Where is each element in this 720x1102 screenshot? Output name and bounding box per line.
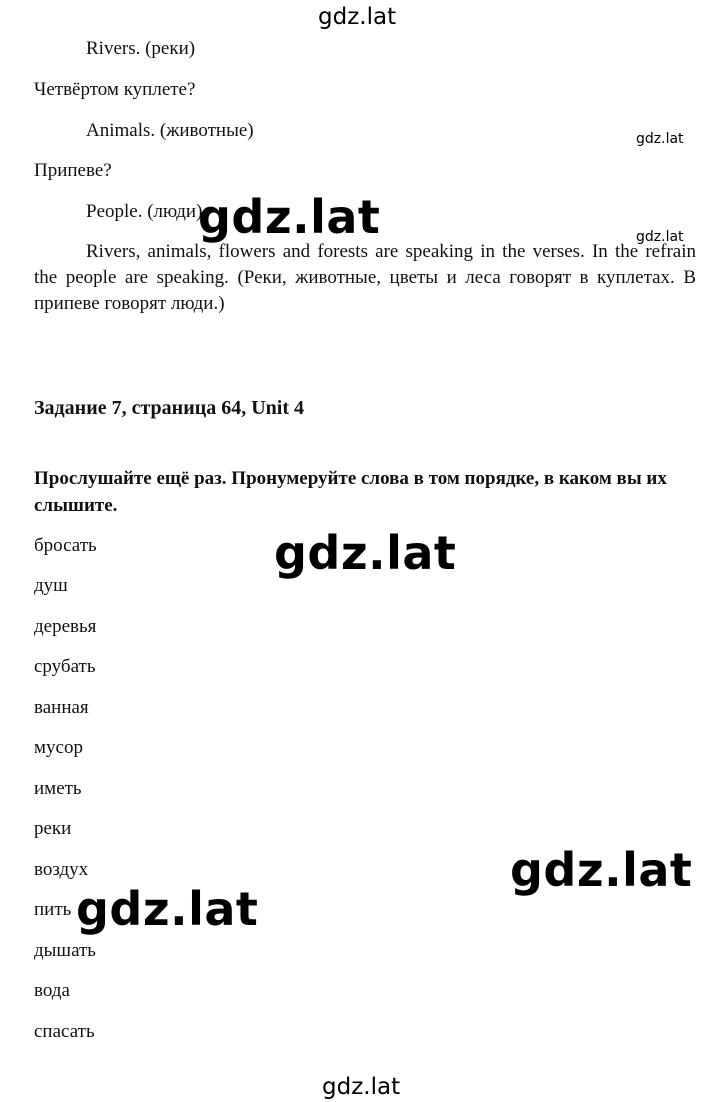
word-item: бросать — [34, 535, 97, 556]
word-item: пить — [34, 899, 72, 920]
watermark-bottom: gdz.lat — [322, 1074, 401, 1100]
answer-people: People. (люди) — [86, 201, 203, 222]
word-item: дышать — [34, 940, 96, 961]
summary-line-1: Rivers, animals, flowers and forests are speaking in the verses. In the refrain — [86, 241, 696, 262]
word-item: душ — [34, 575, 68, 596]
word-item: спасать — [34, 1021, 95, 1042]
watermark-small: gdz.lat — [636, 131, 684, 147]
word-item: мусор — [34, 737, 83, 758]
watermark-big: gdz.lat — [274, 526, 457, 580]
answer-animals: Animals. (животные) — [86, 120, 254, 141]
word-item: вода — [34, 980, 70, 1001]
watermark-big: gdz.lat — [198, 190, 381, 244]
task-instruction: Прослушайте ещё раз. Пронумеруйте слова в том порядке, в каком вы их слышите. — [34, 468, 667, 516]
word-item: ванная — [34, 697, 89, 718]
summary-rest: the people are speaking. (Реки, животные, цветы и леса говорят в куплетах. В припеве говорят люди.) — [34, 267, 696, 314]
summary-paragraph — [34, 239, 696, 317]
word-item: иметь — [34, 778, 82, 799]
question-fourth-verse: Четвёртом куплете? — [34, 79, 196, 100]
word-item: срубать — [34, 656, 96, 677]
word-item: воздух — [34, 859, 89, 880]
watermark-big: gdz.lat — [510, 843, 693, 897]
word-item: реки — [34, 818, 72, 839]
question-refrain: Припеве? — [34, 160, 112, 181]
watermark-small: gdz.lat — [636, 229, 684, 245]
watermark-big: gdz.lat — [76, 882, 259, 936]
task-heading: Задание 7, страница 64, Unit 4 — [34, 397, 305, 419]
word-item: деревья — [34, 616, 97, 637]
answer-rivers: Rivers. (реки) — [86, 38, 196, 59]
watermark-top: gdz.lat — [318, 4, 397, 30]
